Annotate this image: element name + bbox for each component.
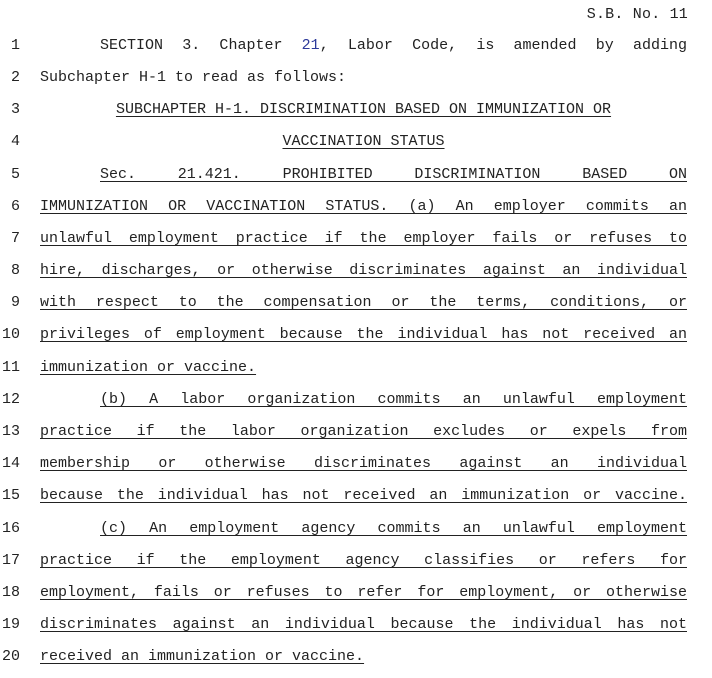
line-text: (c) An employment agency commits an unlawful employment — [100, 520, 687, 537]
line-text: Subchapter H-1 to read as follows: — [40, 69, 347, 86]
line-1 — [0, 33, 712, 63]
line-text: Sec. 21.421. PROHIBITED DISCRIMINATION BASED ON — [100, 166, 687, 183]
line-number: 8 — [10, 262, 20, 279]
line-text: IMMUNIZATION OR VACCINATION STATUS. (a) An employer commits an — [40, 198, 687, 215]
line-text: practice if the labor organization excludes or expels from — [40, 423, 687, 440]
line-text: privileges of employment because the individual has not received an — [40, 326, 687, 343]
line-number: 15 — [1, 487, 20, 504]
line-6 — [0, 194, 712, 224]
line-number: 7 — [10, 230, 20, 247]
line-18 — [0, 580, 712, 610]
line-13 — [0, 419, 712, 449]
line-2 — [0, 65, 712, 95]
line-number: 16 — [1, 520, 20, 537]
line-text — [40, 101, 687, 119]
line-text: membership or otherwise discriminates against an individual — [40, 455, 687, 472]
line-text: discriminates against an individual because the individual has not — [40, 616, 687, 633]
line-text: (b) A labor organization commits an unlawful employment — [100, 391, 687, 408]
text-segment: SECTION 3. Chapter — [100, 37, 302, 54]
line-9 — [0, 290, 712, 320]
line-text: received an immunization or vaccine. — [40, 648, 365, 665]
line-number: 20 — [1, 648, 20, 665]
line-text — [40, 133, 687, 151]
line-number: 14 — [1, 455, 20, 472]
line-12 — [0, 387, 712, 417]
line-text: immunization or vaccine. — [40, 359, 257, 376]
line-text: practice if the employment agency classifies or refers for — [40, 552, 687, 569]
line-10 — [0, 322, 712, 352]
line-text — [100, 37, 687, 55]
line-17 — [0, 548, 712, 578]
text-segment: , Labor Code, is amended by adding — [319, 37, 687, 54]
line-number: 4 — [10, 133, 20, 150]
line-7 — [0, 226, 712, 256]
line-number: 18 — [1, 584, 20, 601]
line-number: 17 — [1, 552, 20, 569]
line-4 — [0, 129, 712, 159]
subchapter-heading: VACCINATION STATUS — [282, 133, 445, 150]
line-number: 13 — [1, 423, 20, 440]
chapter-reference-link[interactable]: 21 — [301, 37, 320, 54]
line-number: 9 — [10, 294, 20, 311]
line-text: unlawful employment practice if the employer fails or refuses to — [40, 230, 687, 247]
line-number: 10 — [1, 326, 20, 343]
line-3 — [0, 97, 712, 127]
line-text: employment, fails or refuses to refer for employment, or otherwise — [40, 584, 687, 601]
line-number: 2 — [10, 69, 20, 86]
line-text: because the individual has not received an immunization or vaccine. — [40, 487, 687, 504]
line-number: 19 — [1, 616, 20, 633]
line-text: with respect to the compensation or the terms, conditions, or — [40, 294, 687, 311]
line-11 — [0, 355, 712, 385]
line-text: hire, discharges, or otherwise discriminates against an individual — [40, 262, 687, 279]
line-number: 3 — [10, 101, 20, 118]
line-5 — [0, 162, 712, 192]
line-number: 5 — [10, 166, 20, 183]
subchapter-heading: SUBCHAPTER H-1. DISCRIMINATION BASED ON IMMUNIZATION OR — [115, 101, 612, 118]
line-20 — [0, 644, 712, 674]
line-19 — [0, 612, 712, 642]
line-16 — [0, 516, 712, 546]
line-8 — [0, 258, 712, 288]
bill-number: S.B. No. 11 — [586, 6, 688, 23]
line-number: 1 — [10, 37, 20, 54]
line-15 — [0, 483, 712, 513]
line-number: 6 — [10, 198, 20, 215]
line-number: 11 — [1, 359, 20, 376]
line-14 — [0, 451, 712, 481]
line-number: 12 — [1, 391, 20, 408]
